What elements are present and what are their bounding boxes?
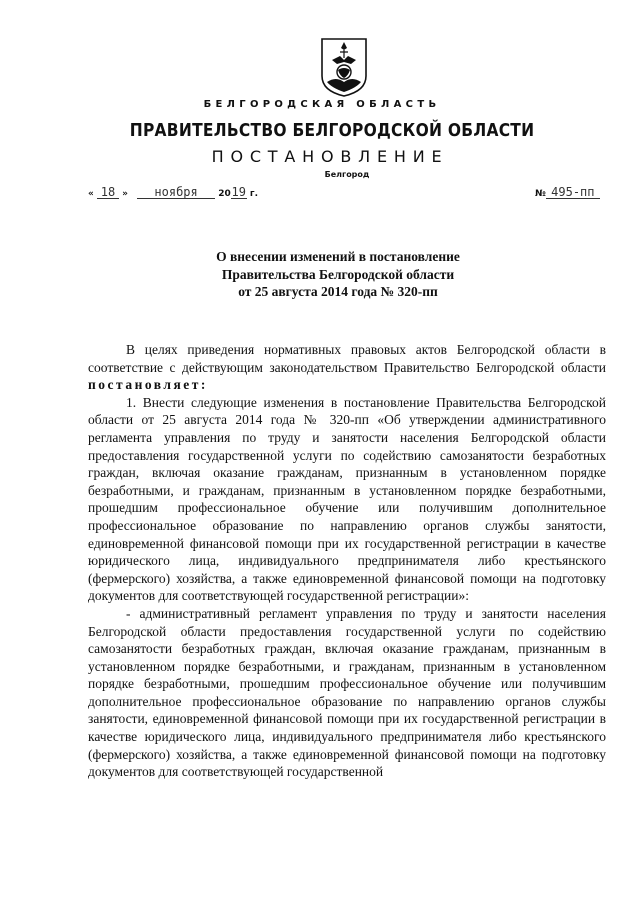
- date-year-unit: г.: [249, 189, 259, 199]
- quote-open: «: [88, 189, 94, 199]
- title-line-1: О внесении изменений в постановление: [216, 249, 460, 264]
- number-label: №: [535, 189, 546, 199]
- document-type: ПОСТАНОВЛЕНИЕ: [211, 147, 449, 166]
- date-year-suffix: 19: [231, 185, 246, 199]
- government-name: ПРАВИТЕЛЬСТВО БЕЛГОРОДСКОЙ ОБЛАСТИ: [129, 120, 535, 141]
- coat-of-arms-icon: [318, 36, 370, 98]
- date-day: 18: [97, 186, 119, 199]
- paragraph-regulation: - административный регламент управления по труду и занятости населения Белгородской области предоставления государственной услуги по содействию самозанятости безработных граждан, включая оказание гражданам, признанным в установленном порядке безработными, и гражданам, признанным в установленном порядке безработными, прошедшим профессиональное обучение или получившим дополнительное профессиональное образование по направлению органов службы занятости, единовременной финансовой помощи при их государственной регистрации в качестве юридического лица, индивидуального предпринимателя либо крестьянского (фермерского) хозяйства, а также единовременной финансовой помощи на подготовку документов для соответствующей государственной: [88, 605, 606, 780]
- document-body: [88, 341, 606, 781]
- title-line-2: Правительства Белгородской области: [221, 266, 455, 282]
- decrees-word: постановляет:: [88, 377, 208, 393]
- region-name: БЕЛГОРОДСКАЯ ОБЛАСТЬ: [203, 99, 441, 110]
- date-month: ноября: [137, 186, 215, 199]
- number-value: 495-пп: [546, 186, 600, 199]
- decree-number: [535, 186, 600, 199]
- preamble-text: В целях приведения нормативных правовых актов Белгородской области в соответствие с действующим законодательством Правительство Белгородской области: [88, 342, 606, 375]
- city-name: Белгород: [324, 170, 370, 179]
- paragraph-item-1: 1. Внести следующие изменения в постановление Правительства Белгородской области от 25 августа 2014 года № 320-пп «Об утверждении административного регламента управления по труду и занятости населения Белгородской области предоставления государственной услуги по содействию самозанятости безработных граждан, включая оказание гражданам, признанным в установленном порядке безработными, и гражданам, признанным в установленном порядке безработными, прошедшим профессиональное обучение или получившим дополнительное профессиональное образование по направлению органов службы занятости, единовременной финансовой помощи при их государственной регистрации в качестве юридического лица, индивидуального предпринимателя либо крестьянского (фермерского) хозяйства, а также единовременной финансовой помощи на подготовку документов для соответствующей государственной регистрации»:: [88, 394, 606, 604]
- date-year-prefix: 20: [218, 189, 231, 199]
- document-title: [0, 248, 640, 301]
- title-line-3: от 25 августа 2014 года № 320-пп: [238, 284, 438, 299]
- decree-date: [88, 186, 258, 199]
- paragraph-preamble: [88, 341, 606, 394]
- quote-close: »: [122, 189, 128, 199]
